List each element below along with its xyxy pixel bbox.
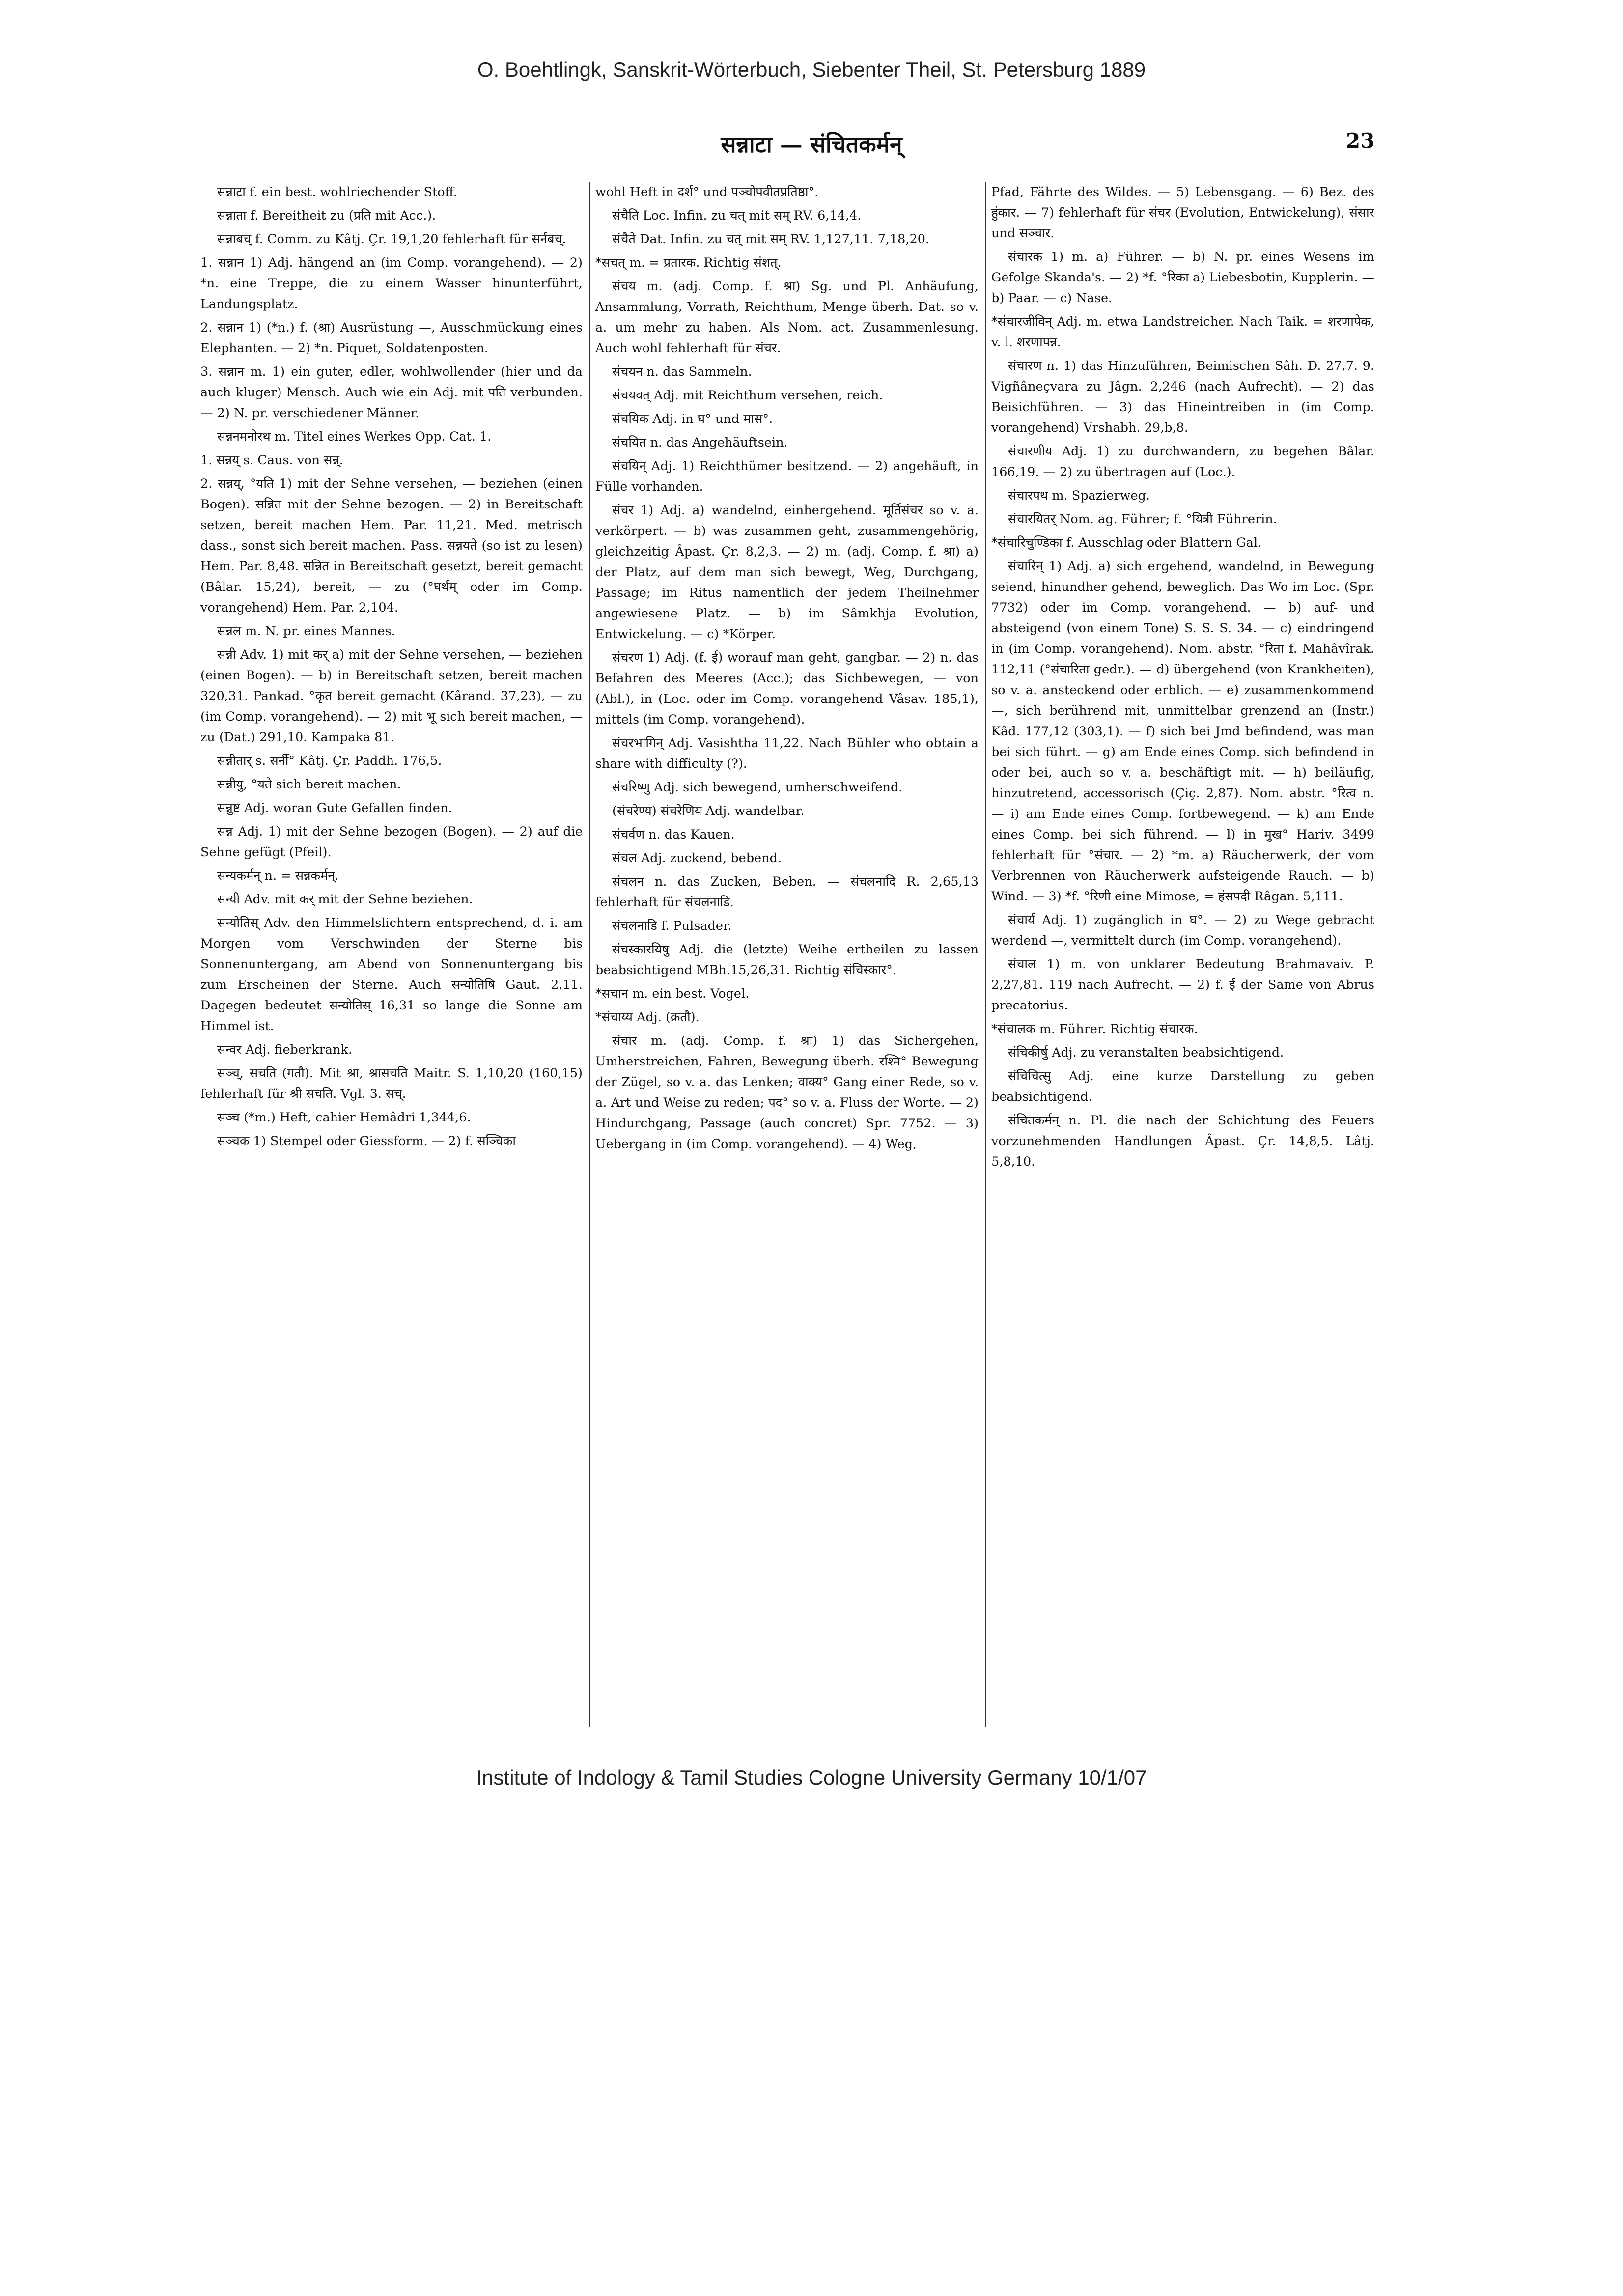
dictionary-entry: संचारयितर् Nom. ag. Führer; f. °यित्री Führerin. — [1008, 512, 1277, 527]
dictionary-entry: संचार्य Adj. 1) zugänglich in घ°. — 2) zu Wege gebracht werdend —, vermittelt durch (im Comp. vorangehend). — [991, 913, 1374, 948]
dictionary-entry: *सचान m. ein best. Vogel. — [595, 986, 750, 1001]
dictionary-entry: सन्योतिस् Adv. den Himmelslichtern entsprechend, d. i. am Morgen vom Verschwinden der Sterne bis Sonnenuntergang, am Abend von Sonnenuntergang bis zum Erscheinen der Sterne. Auch सन्योतिषि Gaut. 2,11. Dagegen bedeutet सन्योतिस् 16,31 so lange die Sonne am Himmel ist. — [200, 916, 583, 1034]
dictionary-entry: संचर 1) Adj. a) wandelnd, einhergehend. मूर्तिसंचर so v. a. verkörpert. — b) was zusammen geht, zusammengehörig, gleichzeitig Âpast. Çr. 8,2,3. — 2) m. (adj. Comp. f. श्रा) a) der Platz, auf dem man sich bewegt, Weg, Durchgang, Passage; im Ritus namentlich der jedem Theilnehmer angewiesene Platz. — b) im Sâmkhja Evolution, Entwickelung. — c) *Körper. — [595, 503, 979, 642]
dictionary-entry: सन्नी Adv. 1) mit कर् a) mit der Sehne versehen, — beziehen (einen Bogen). — b) in Bereitschaft setzen, bereit machen 320,31. Pankad. °कृत bereit gemacht (Kârand. 37,23), — zu (im Comp. vorangehend). — 2) mit भू sich bereit machen, — zu (Dat.) 291,10. Kampaka 81. — [200, 647, 583, 745]
dictionary-entry: सन्नाता f. Bereitheit zu (प्रति mit Acc.). — [217, 208, 436, 223]
dictionary-entry: संचरिष्णु Adj. sich bewegend, umherschweifend. — [612, 780, 903, 795]
dictionary-entry: 2. सन्नान 1) (*n.) f. (श्रा) Ausrüstung —, Ausschmückung eines Elephanten. — 2) *n. Piquet, Soldatenposten. — [200, 320, 583, 356]
dictionary-entry: 3. सन्नान m. 1) ein guter, edler, wohlwollender (hier und da auch kluger) Mensch. Auch wie ein Adj. mit पति verbunden. — 2) N. pr. verschiedener Männer. — [200, 364, 583, 420]
dictionary-entry: संचयिक Adj. in घ° und मास°. — [612, 412, 773, 426]
dictionary-entry: सञ्च (*m.) Heft, cahier Hemâdri 1,344,6. — [217, 1110, 471, 1125]
dictionary-entry: संचार m. (adj. Comp. f. श्रा) 1) das Sichergehen, Umherstreichen, Fahren, Bewegung überh. रश्मि° Bewegung der Zügel, so v. a. das Lenken; वाक्य° Gang einer Rede, so v. a. Art und Weise zu reden; पद° so v. a. Fluss der Worte. — 2) Hindurchgang, Passage (auch concret) Spr. 7752. — 3) Uebergang in (im Comp. vorangehend). — 4) Weg, — [595, 1034, 979, 1151]
dictionary-entry: सन्नीयु, °यते sich bereit machen. — [217, 777, 401, 792]
dictionary-entry: सन्नीतार् s. सर्नी° Kâtj. Çr. Paddh. 176,5. — [217, 754, 442, 768]
dictionary-entry: सन्ननमनोरथ m. Titel eines Werkes Opp. Cat. 1. — [217, 429, 492, 444]
footer-attribution: Institute of Indology & Tamil Studies Cologne University Germany 10/1/07 — [476, 1766, 1147, 1789]
dictionary-entry: संचिकीर्षु Adj. zu veranstalten beabsichtigend. — [1008, 1045, 1284, 1060]
dictionary-entry: सन्नाटा f. ein best. wohlriechender Stoff. — [217, 185, 457, 199]
dictionary-entry: *संचालक m. Führer. Richtig संचारक. — [991, 1022, 1198, 1036]
dictionary-entry: संचिचित्सु Adj. eine kurze Darstellung zu geben beabsichtigend. — [991, 1069, 1374, 1104]
column-divider — [985, 182, 986, 1727]
dictionary-column-2 — [595, 182, 979, 1734]
dictionary-entry: सन्नाबच् f. Comm. zu Kâtj. Çr. 19,1,20 fehlerhaft für सर्नबच्. — [217, 232, 566, 247]
dictionary-entry: संचैते Dat. Infin. zu चत् mit सम् RV. 1,127,11. 7,18,20. — [612, 232, 930, 247]
dictionary-entry: *सचत् m. = प्रतारक. Richtig संशत्. — [595, 255, 782, 270]
dictionary-entry: *संचारिचुण्डिका f. Ausschlag oder Blattern Gal. — [991, 535, 1262, 550]
dictionary-entry: (संचरेण्य) संचरेणिय Adj. wandelbar. — [612, 804, 805, 818]
page-number: 23 — [1346, 129, 1375, 153]
dictionary-entry: Pfad, Fährte des Wildes. — 5) Lebensgang. — 6) Bez. des हुंकार. — 7) fehlerhaft für संचर (Evolution, Entwickelung), संसार und सञ्चार. — [991, 185, 1374, 241]
dictionary-entry: संचारक 1) m. a) Führer. — b) N. pr. eines Wesens im Gefolge Skanda's. — 2) *f. °रिका a) Liebesbotin, Kupplerin. — b) Paar. — c) Nase. — [991, 250, 1374, 306]
running-head: सन्नाटा — संचितकर्मन् — [721, 131, 902, 158]
dictionary-entry: सन्न Adj. 1) mit der Sehne bezogen (Bogen). — 2) auf die Sehne gefügt (Pfeil). — [200, 824, 583, 860]
dictionary-column-3 — [991, 182, 1374, 1734]
dictionary-entry: सञ्च्, सचति (गतौ). Mit श्रा, श्रासचति Maitr. S. 1,10,20 (160,15) fehlerhaft für श्री सचति. Vgl. 3. सच्. — [200, 1066, 583, 1101]
dictionary-entry: 1. सन्नय् s. Caus. von सन्न्. — [200, 453, 344, 468]
dictionary-entry: संचरण 1) Adj. (f. ई) worauf man geht, gangbar. — 2) n. das Befahren des Meeres (Acc.); das Sichbewegen, — von (Abl.), in (Loc. oder im Comp. vorangehend Vâsav. 185,1), mittels (im Comp. vorangehend). — [595, 650, 979, 727]
dictionary-entry: संचारिन् 1) Adj. a) sich ergehend, wandelnd, in Bewegung seiend, hinundher gehend, beweglich. Das Wo im Loc. (Spr. 7732) oder im Comp. vorangehend. — b) auf- und absteigend (von einem Tone) S. S. S. 34. — c) eindringend in (im Comp. vorangehend). Nom. abstr. °रिता f. Mahâvîrak. 112,11 (°संचारिता gedr.). — d) übergehend (von Krankheiten), so v. a. ansteckend oder erblich. — e) zusammenkommend —, sich berührend mit, unmittelbar grenzend an (Instr.) Kâd. 177,12 (303,1). — f) sich bei Jmd befindend, was man bei sich führt. — g) am Ende eines Comp. sich befindend in oder bei, auch so v. a. beschäftigt mit. — h) beiläufig, hinzutretend, accessorisch (Çiç. 2,87). Nom. abstr. °रित्व n. — i) am Ende eines Comp. fortbewegend. — k) am Ende eines Comp. bei sich führend. — l) in मुख° Hariv. 3499 fehlerhaft für °संचार. — 2) *m. a) Räucherwerk, der vom Verbrennen von Räucherwerk aufsteigende Rauch. — b) Wind. — 3) *f. °रिणी eine Mimose, = हंसपदी Râgan. 5,111. — [991, 559, 1374, 904]
dictionary-entry: सन्वर Adj. fieberkrank. — [217, 1042, 352, 1057]
dictionary-entry: संचलन n. das Zucken, Beben. — संचलनादि R. 2,65,13 fehlerhaft für संचलनाडि. — [595, 874, 979, 910]
column-divider — [589, 182, 590, 1727]
dictionary-entry: संचितकर्मन् n. Pl. die nach der Schichtung des Feuers vorzunehmenden Handlungen Âpast. Çr. 14,8,5. Lâtj. 5,8,10. — [991, 1113, 1374, 1169]
dictionary-column-1 — [200, 182, 583, 1734]
dictionary-entry: संचयित n. das Angehäuftsein. — [612, 435, 788, 450]
dictionary-entry: 1. सन्नान 1) Adj. hängend an (im Comp. vorangehend). — 2) *n. eine Treppe, die zu einem Wasser hinunterführt, Landungsplatz. — [200, 255, 583, 311]
dictionary-entry: संचर्वण n. das Kauen. — [612, 827, 735, 842]
dictionary-entry: संचल Adj. zuckend, bebend. — [612, 851, 782, 866]
dictionary-entry: संचारणीय Adj. 1) zu durchwandern, zu begehen Bâlar. 166,19. — 2) zu übertragen auf (Loc.). — [991, 444, 1374, 479]
dictionary-entry: सन्नल m. N. pr. eines Mannes. — [217, 624, 395, 639]
dictionary-entry: संचय m. (adj. Comp. f. श्रा) Sg. und Pl. Anhäufung, Ansammlung, Vorrath, Reichthum, Menge überh. Dat. so v. a. um mehr zu haben. Als Nom. act. Zusammenlesung. Auch wohl fehlerhaft für संचर. — [595, 279, 979, 356]
dictionary-entry: सन्यी Adv. mit कर् mit der Sehne beziehen. — [217, 892, 473, 907]
dictionary-entry: संचरभागिन् Adj. Vasishtha 11,22. Nach Bühler who obtain a share with difficulty (?). — [595, 736, 979, 771]
dictionary-entry: संचयन n. das Sammeln. — [612, 364, 752, 379]
dictionary-entry: wohl Heft in दर्श° und पञ्चोपवीतप्रतिष्ठा°. — [595, 185, 819, 199]
dictionary-entry: संचलनाडि f. Pulsader. — [612, 919, 732, 933]
dictionary-entry: संचाल 1) m. von unklarer Bedeutung Brahmavaiv. P. 2,27,81. 119 nach Aufrecht. — 2) f. ई der Same von Abrus precatorius. — [991, 957, 1374, 1013]
dictionary-entry: *संचारजीविन् Adj. m. etwa Landstreicher. Nach Taik. = शरणापेक, v. l. शरणापन्न. — [991, 314, 1374, 350]
dictionary-entry: संचयिन् Adj. 1) Reichthümer besitzend. — 2) angehäuft, in Fülle vorhanden. — [595, 459, 979, 494]
dictionary-entry: संचारपथ m. Spazierweg. — [1008, 488, 1150, 503]
dictionary-entry: संचैति Loc. Infin. zu चत् mit सम् RV. 6,14,4. — [612, 208, 862, 223]
dictionary-entry: 2. सन्नय्, °यति 1) mit der Sehne versehen, — beziehen (einen Bogen). सन्नित mit der Sehne bezogen. — 2) in Bereitschaft setzen, bereit machen Hem. Par. 11,21. Med. metrisch dass., sonst sich bereit machen. Pass. सन्नयते (so ist zu lesen) Hem. Par. 8,48. सन्नित in Bereitschaft gesetzt, bereit gemacht (Bâlar. 15,24), bereit, — zu (°घर्थम् oder im Comp. vorangehend) Hem. Par. 2,104. — [200, 476, 583, 615]
dictionary-entry: संचारण n. 1) das Hinzuführen, Beimischen Sâh. D. 27,7. 9. Vigñâneçvara zu Jâgn. 2,246 (nach Aufrecht). — 2) das Beisichführen. — 3) das Hineintreiben in (im Comp. vorangehend) Vrshabh. 29,b,8. — [991, 359, 1374, 435]
dictionary-entry: संचस्कारयिषु Adj. die (letzte) Weihe ertheilen zu lassen beabsichtigend MBh.15,26,31. Richtig संचिस्कार°. — [595, 942, 979, 978]
dictionary-entry: सन्यकर्मन् n. = सन्नकर्मन्. — [217, 868, 339, 883]
source-citation: O. Boehtlingk, Sanskrit-Wörterbuch, Siebenter Theil, St. Petersburg 1889 — [477, 58, 1146, 81]
dictionary-entry: सञ्चक 1) Stempel oder Giessform. — 2) f. सञ्चिका — [217, 1134, 516, 1148]
dictionary-entry: संचयवत् Adj. mit Reichthum versehen, reich. — [612, 388, 883, 403]
dictionary-entry: सन्नुष्ट Adj. woran Gute Gefallen finden. — [217, 801, 452, 815]
dictionary-entry: *संचाय्य Adj. (क्रतौ). — [595, 1010, 700, 1025]
